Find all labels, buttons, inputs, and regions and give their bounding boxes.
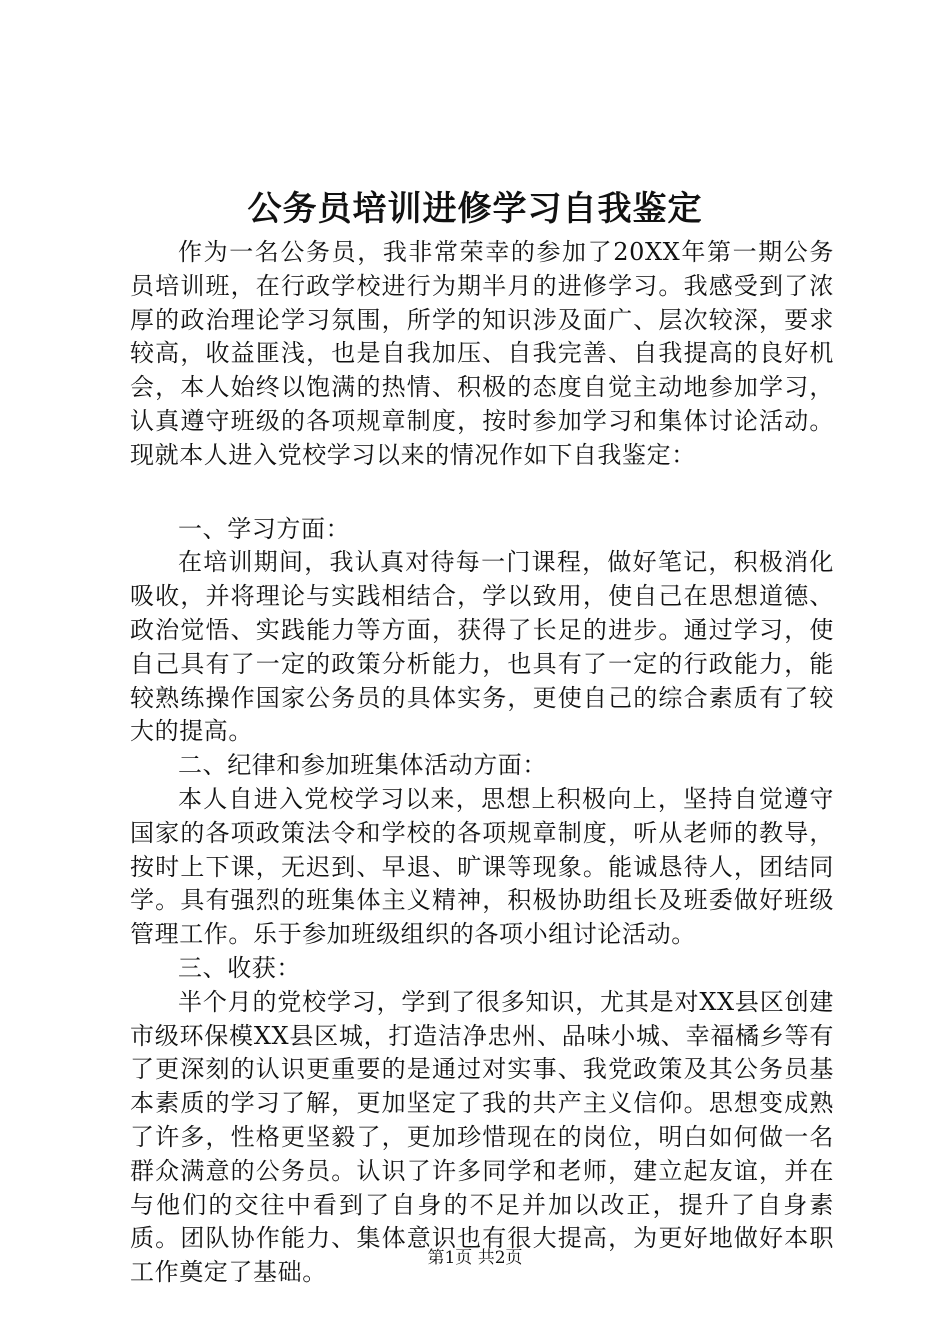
page-number: 第1页 共2页 bbox=[427, 1248, 523, 1268]
document-title: 公务员培训进修学习自我鉴定 bbox=[247, 189, 703, 229]
paragraph-gap bbox=[130, 473, 834, 513]
section-text-gains: 半个月的党校学习，学到了很多知识，尤其是对XX县区创建市级环保模XX县区城，打造洁净忠州、品味小城、幸福橘乡等有了更深刻的认识更重要的是通过对实事、我党政策及其公务员基本素质的学习了解，更加坚定了我的共产主义信仰。思想变成熟了许多，性格更坚毅了，更加珍惜现在的岗位，明白如何做一名群众满意的公务员。认识了许多同学和老师，建立起友谊，并在与他们的交往中看到了自身的不足并加以改正，提升了自身素质。团队协作能力、集体意识也有很大提高，为更好地做好本职工作奠定了基础。 bbox=[130, 987, 834, 1287]
section-text-discipline: 本人自进入党校学习以来，思想上积极向上，坚持自觉遵守国家的各项政策法令和学校的各项规章制度，听从老师的教导，按时上下课，无迟到、早退、旷课等现象。能诚恳待人，团结同学。具有强烈的班集体主义精神，积极协助组长及班委做好班级管理工作。乐于参加班级组织的各项小组讨论活动。 bbox=[130, 784, 834, 949]
section-heading-discipline: 二、纪律和参加班集体活动方面： bbox=[178, 751, 547, 780]
document-body bbox=[130, 236, 834, 1290]
section-heading-study: 一、学习方面： bbox=[178, 514, 351, 543]
section-heading-gains: 三、收获： bbox=[178, 953, 301, 982]
intro-paragraph: 作为一名公务员，我非常荣幸的参加了20XX年第一期公务员培训班，在行政学校进行为期半月的进修学习。我感受到了浓厚的政治理论学习氛围，所学的知识涉及面广、层次较深，要求较高，收益匪浅，也是自我加压、自我完善、自我提高的良好机会，本人始终以饱满的热情、积极的态度自觉主动地参加学习，认真遵守班级的各项规章制度，按时参加学习和集体讨论活动。现就本人进入党校学习以来的情况作如下自我鉴定： bbox=[130, 238, 834, 469]
section-text-study: 在培训期间，我认真对待每一门课程，做好笔记，积极消化吸收，并将理论与实践相结合，学以致用，使自己在思想道德、政治觉悟、实践能力等方面，获得了长足的进步。通过学习，使自己具有了一定的政策分析能力，也具有了一定的行政能力，能较熟练操作国家公务员的具体实务，更使自己的综合素质有了较大的提高。 bbox=[130, 548, 834, 746]
